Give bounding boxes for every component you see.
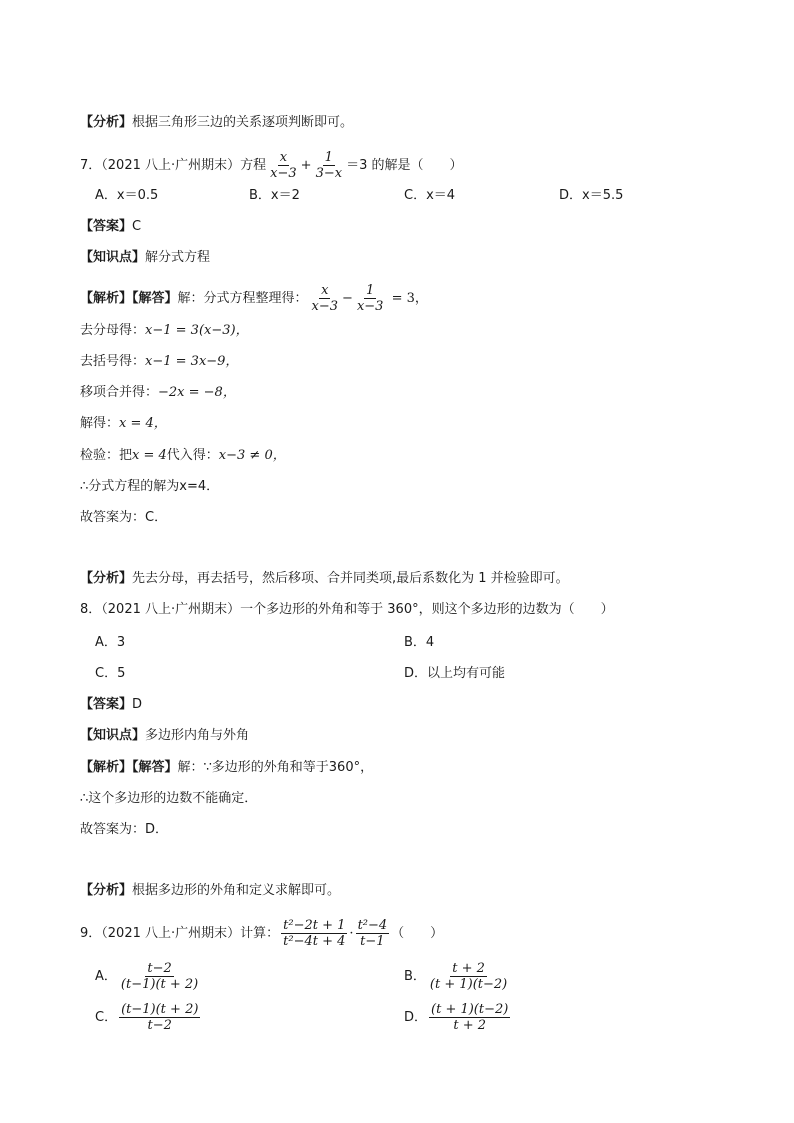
q8-option-b: B．4 [404, 635, 435, 650]
question-number: 7． [80, 158, 102, 173]
fraction-1: $\frac{x}{x-3}$ [270, 150, 297, 181]
analysis-line-8: 【分析】根据多边形的外角和定义求解即可。 [80, 883, 341, 898]
solution-7-step-4: 解得：x = 4， [80, 416, 167, 431]
q8-option-d: D．以上均有可能 [404, 666, 506, 681]
q7-option-b: B．x＝2 [249, 188, 300, 203]
solution-8: 【解析】【解答】解：∵多边形的外角和等于360°， [80, 760, 374, 775]
q9-option-a: A． $\frac{t-2}{(t-1)(t + 2)}$ [95, 961, 199, 992]
analysis-text: 根据三角形三边的关系逐项判断即可。 [132, 115, 354, 130]
knowledge-8: 【知识点】多边形内角与外角 [80, 728, 250, 743]
analysis-line-7: 【分析】先去分母，再去括号，然后移项、合并同类项,最后系数化为 1 并检验即可。 [80, 571, 569, 586]
fraction-1: $\frac{x}{x-3}$ [311, 283, 339, 314]
solution-7-step-3: 移项合并得：−2x = −8， [80, 385, 236, 400]
q7-option-c: C．x＝4 [404, 188, 456, 203]
knowledge-7: 【知识点】解分式方程 [80, 250, 211, 265]
solution-7-final: 故答案为：C． [80, 510, 168, 525]
q9-option-b: B． $\frac{t + 2}{(t + 1)(t-2)}$ [404, 961, 508, 992]
solution-8-conclusion: ∴这个多边形的边数不能确定． [80, 791, 258, 806]
fraction-2: $\frac{1}{3-x}$ [315, 150, 343, 181]
fraction-1: $\frac{\text{t²−2t + 1}}{\text{t²−4t + 4}}$ [283, 918, 346, 949]
question-suffix: ＝3 的解是（ ） [346, 158, 463, 173]
analysis-tag: 【分析】 [80, 115, 133, 130]
solution-7-step-2: 去括号得：x−1 = 3x−9， [80, 354, 239, 369]
question-prefix: 方程 [240, 158, 267, 173]
q9-option-c: C． $\frac{(t-1)(t + 2)}{t-2}$ [95, 1002, 199, 1033]
question-7: 7．（2021 八上·广州期末）方程 $\frac{x}{x-3}$ + $\frac{1}{3-x}$ ＝3 的解是（ ） [80, 150, 463, 181]
question-8: 8．（2021 八上·广州期末）一个多边形的外角和等于 360°，则这个多边形的边数为（ ） [80, 602, 614, 617]
solution-7-conclusion: ∴分式方程的解为x=4． [80, 479, 220, 494]
solution-7-check: 检验：把x = 4代入得：x−3 ≠ 0， [80, 448, 286, 463]
solution-7-step-1: 去分母得：x−1 = 3(x−3)， [80, 323, 249, 338]
question-9: 9．（2021 八上·广州期末）计算： $\frac{\text{t²−2t + 1}}{\text{t²−4t + 4}}$ · $\frac{\text{t²−4}}{t-1}$ （ ） [80, 918, 444, 949]
fraction-2: $\frac{1}{x-3}$ [356, 283, 384, 314]
question-source: （2021 八上·广州期末） [101, 158, 241, 173]
q7-option-a: A．x＝0.5 [95, 188, 159, 203]
solution-8-final: 故答案为：D． [80, 822, 169, 837]
answer-7: 【答案】C [80, 219, 142, 234]
solution-7: 【解析】【解答】解：分式方程整理得： $\frac{x}{x-3}$ − $\frac{1}{x-3}$ = 3， [80, 283, 428, 314]
analysis-line-6 [80, 114, 353, 132]
q7-option-d: D．x＝5.5 [559, 188, 624, 203]
q8-option-a: A．3 [95, 635, 126, 650]
q9-option-d: D． $\frac{(t + 1)(t-2)}{t + 2}$ [404, 1002, 509, 1033]
q8-option-c: C．5 [95, 666, 126, 681]
answer-8: 【答案】D [80, 697, 143, 712]
fraction-2: $\frac{\text{t²−4}}{t-1}$ [357, 918, 388, 949]
